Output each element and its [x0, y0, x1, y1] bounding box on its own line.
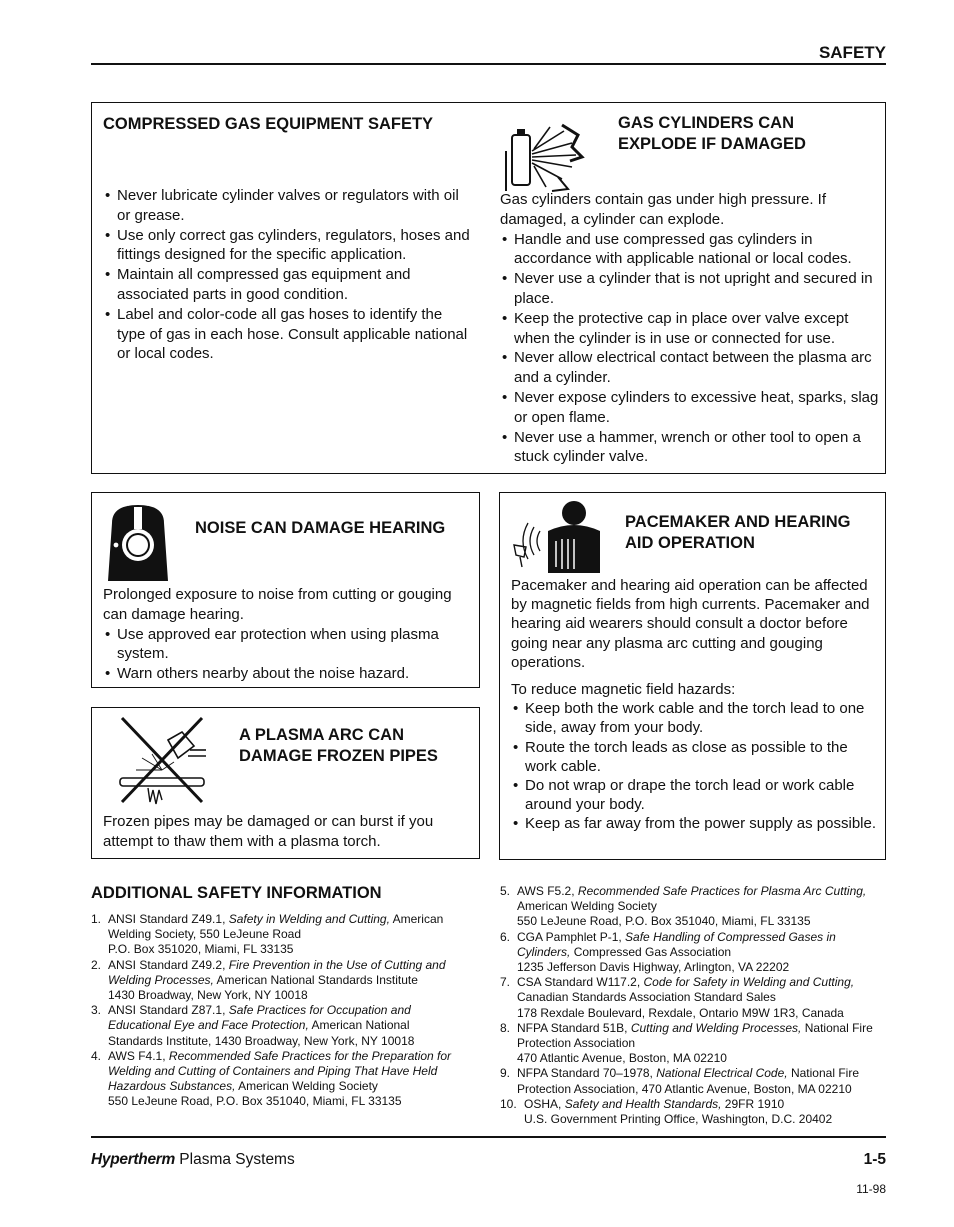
reference-address: 1235 Jefferson Davis Highway, Arlington, VA 22202 — [517, 960, 790, 975]
list-item: • Keep both the work cable and the torch lead to one side, away from your body. — [511, 699, 881, 737]
page-number: 1-5 — [863, 1151, 886, 1168]
reference-publisher: American Welding Society, 550 LeJeune Road — [108, 912, 444, 942]
list-item: • Handle and use compressed gas cylinders in accordance with applicable national or local codes. — [500, 230, 884, 270]
frozen-pipes-text: Frozen pipes may be damaged or can burst if you attempt to thaw them with a plasma torch. — [103, 813, 434, 850]
reference-number: 7. — [500, 975, 511, 990]
reference-source: ANSI Standard Z49.1, — [108, 912, 229, 926]
list-item: • Route the torch leads as close as possible to the work cable. — [511, 738, 881, 776]
reference-publisher: American National Standards Institute — [213, 972, 418, 987]
list-item: • Keep the protective cap in place over valve except when the cylinder is in use or connected for use. — [500, 309, 884, 349]
noise-title: NOISE CAN DAMAGE HEARING — [195, 519, 446, 537]
list-item: • Use only correct gas cylinders, regulators, hoses and fittings designed for the specific application. — [103, 226, 473, 266]
magnetic-field-person-icon — [512, 497, 602, 575]
reference-title: Code for Safety in Welding and Cutting, — [643, 975, 855, 990]
list-item: • Never expose cylinders to excessive heat, sparks, slag or open flame. — [500, 388, 884, 428]
reference-title: Safety and Health Standards, — [564, 1096, 722, 1111]
list-item: • Warn others nearby about the noise hazard. — [103, 664, 473, 684]
reference-address: U.S. Government Printing Office, Washington, D.C. 20402 — [524, 1112, 833, 1127]
header-rule — [91, 63, 886, 65]
exploding-cylinder-icon — [502, 121, 594, 193]
compressed-gas-list — [103, 186, 473, 364]
pacemaker-intro: Pacemaker and hearing aid operation can be affected by magnetic fields from high currents. Pacemaker and hearing aid wearers should consult a doctor before going near any plasma arc cutting and gouging operations. — [511, 577, 870, 671]
reference-number: 3. — [91, 1003, 102, 1018]
list-item: • Never use a hammer, wrench or other tool to open a stuck cylinder valve. — [500, 428, 884, 468]
additional-title: ADDITIONAL SAFETY INFORMATION — [91, 884, 382, 902]
reference-source: ANSI Standard Z49.2, — [108, 957, 229, 972]
revision-date: 11-98 — [856, 1182, 886, 1196]
reference-publisher: National Fire Protection Association, 470 Atlantic Avenue, Boston, MA 02210 — [517, 1066, 859, 1096]
brand-logo: Hypertherm — [91, 1151, 175, 1168]
references-left — [91, 912, 463, 1110]
list-item: • Never use a cylinder that is not upright and secured in place. — [500, 269, 884, 309]
noise-box — [91, 492, 480, 688]
compressed-gas-title: COMPRESSED GAS EQUIPMENT SAFETY — [103, 115, 434, 133]
reference-number: 5. — [500, 884, 511, 898]
reference-source: NFPA Standard 70–1978, — [517, 1066, 657, 1081]
reference-item — [91, 958, 463, 1004]
gas-safety-box — [91, 102, 886, 474]
reference-title: Fire Prevention in the Use of Cutting and Welding Processes, — [108, 957, 446, 987]
reference-item — [500, 1021, 886, 1067]
reference-number: 9. — [500, 1066, 511, 1081]
reference-item — [500, 1097, 886, 1127]
reference-publisher: American National Standards Institute, 1430 Broadway, New York, NY 10018 — [108, 1018, 415, 1048]
list-item: • Maintain all compressed gas equipment and associated parts in good condition. — [103, 265, 473, 305]
frozen-pipes-title: A PLASMA ARC CAN DAMAGE FROZEN PIPES — [239, 726, 438, 765]
reference-source: OSHA, — [524, 1096, 565, 1111]
reference-item — [91, 912, 463, 958]
frozen-pipes-box — [91, 707, 480, 859]
list-item: • Use approved ear protection when using plasma system. — [103, 625, 473, 665]
footer-product: Plasma Systems — [175, 1151, 295, 1168]
reference-item — [91, 1049, 463, 1110]
reference-title: Safe Practices for Occupation and Educational Eye and Face Protection, — [108, 1003, 411, 1033]
reference-source: AWS F5.2, — [517, 884, 578, 898]
pacemaker-title: PACEMAKER AND HEARING AID OPERATION — [625, 513, 851, 552]
reference-publisher: National Fire Protection Association — [517, 1020, 873, 1051]
reference-source: NFPA Standard 51B, — [517, 1020, 631, 1035]
reference-item — [500, 1066, 886, 1096]
reference-title: Safe Handling of Compressed Gases in Cylinders, — [517, 929, 836, 959]
ear-protection-icon — [102, 503, 174, 583]
references-right — [500, 884, 886, 1127]
reference-publisher: Compressed Gas Association — [570, 944, 732, 959]
reference-item — [500, 884, 886, 930]
pacemaker-list — [511, 699, 881, 833]
noise-list — [103, 625, 473, 684]
reference-title: Safety in Welding and Cutting, — [228, 912, 390, 926]
gas-cylinders-list — [500, 230, 884, 468]
section-title: SAFETY — [818, 43, 886, 62]
footer-rule — [91, 1136, 886, 1138]
list-item: • Label and color-code all gas hoses to identify the type of gas in each hose. Consult applicable national or local codes. — [103, 305, 473, 364]
pacemaker-lead: To reduce magnetic field hazards: — [511, 681, 736, 699]
reference-number: 4. — [91, 1048, 102, 1063]
reference-number: 1. — [91, 912, 102, 926]
reference-source: AWS F4.1, — [108, 1048, 169, 1063]
reference-address: 1430 Broadway, New York, NY 10018 — [108, 988, 308, 1003]
reference-publisher: 29FR 1910 — [721, 1096, 785, 1111]
reference-publisher: American Welding Society — [517, 899, 657, 914]
list-item: • Never allow electrical contact between the plasma arc and a cylinder. — [500, 348, 884, 388]
footer-brand-line — [91, 1151, 295, 1169]
list-item: • Keep as far away from the power supply as possible. — [511, 814, 881, 833]
reference-item — [500, 975, 886, 1021]
no-thawing-pipes-icon — [112, 714, 212, 806]
gas-cylinders-title: GAS CYLINDERS CAN EXPLODE IF DAMAGED — [618, 114, 806, 153]
reference-item — [500, 930, 886, 976]
reference-item — [91, 1003, 463, 1049]
noise-intro: Prolonged exposure to noise from cutting or gouging can damage hearing. — [103, 586, 452, 623]
list-item: • Do not wrap or drape the torch lead or work cable around your body. — [511, 776, 881, 814]
reference-title: Cutting and Welding Processes, — [630, 1020, 802, 1035]
reference-address: P.O. Box 351020, Miami, FL 33135 — [108, 942, 294, 957]
reference-number: 2. — [91, 957, 102, 972]
reference-title: Recommended Safe Practices for the Preparation for Welding and Cutting of Containers and Piping That Have Held Hazardous Substances, — [108, 1048, 452, 1094]
reference-source: ANSI Standard Z87.1, — [108, 1003, 229, 1018]
reference-publisher: Canadian Standards Association Standard Sales — [517, 990, 776, 1005]
reference-source: CGA Pamphlet P-1, — [517, 929, 626, 944]
gas-cylinders-intro: Gas cylinders contain gas under high pressure. If damaged, a cylinder can explode. — [500, 191, 827, 228]
pacemaker-box — [499, 492, 886, 860]
reference-address: 470 Atlantic Avenue, Boston, MA 02210 — [517, 1051, 727, 1066]
compressed-gas-section — [103, 114, 473, 364]
reference-title: Recommended Safe Practices for Plasma Arc Cutting, — [577, 884, 867, 898]
reference-address: 178 Rexdale Boulevard, Rexdale, Ontario M9W 1R3, Canada — [517, 1005, 844, 1020]
list-item: • Never lubricate cylinder valves or regulators with oil or grease. — [103, 186, 473, 226]
reference-address: 550 LeJeune Road, P.O. Box 351040, Miami, FL 33135 — [517, 914, 811, 929]
reference-source: CSA Standard W117.2, — [517, 975, 644, 990]
reference-number: 8. — [500, 1020, 511, 1035]
reference-publisher: American Welding Society — [235, 1079, 378, 1094]
reference-address: 550 LeJeune Road, P.O. Box 351040, Miami, FL 33135 — [108, 1094, 402, 1109]
reference-number: 6. — [500, 929, 511, 944]
reference-number: 10. — [500, 1096, 517, 1111]
reference-title: National Electrical Code, — [656, 1066, 788, 1081]
